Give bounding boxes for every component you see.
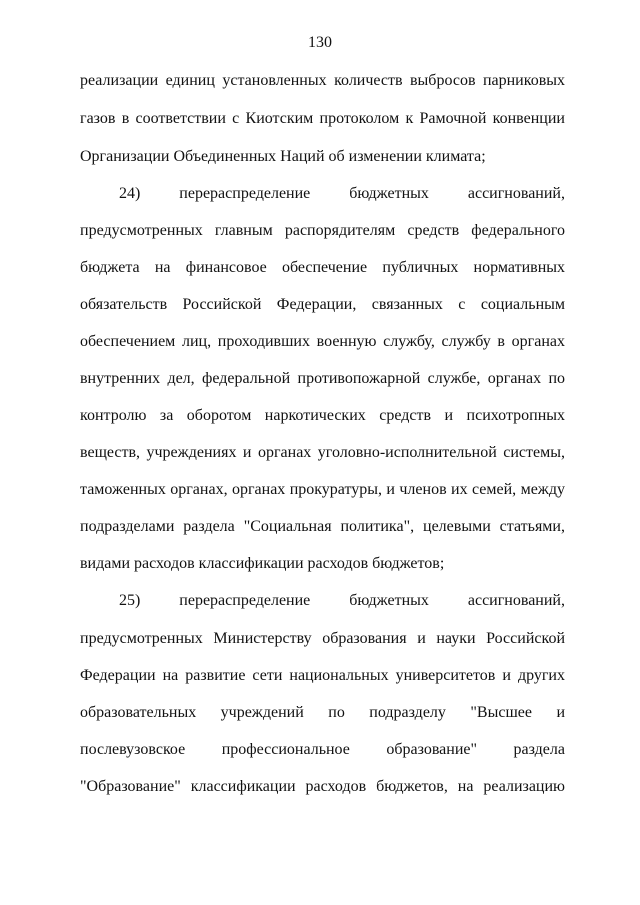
text-line: предусмотренных главным распорядителям средств федерального [80,222,565,239]
text-line: послевузовское профессиональное образование" раздела [80,741,565,758]
text-line: таможенных органах, органах прокуратуры, и членов их семей, между [80,481,565,498]
text-line: реализации единиц установленных количеств выбросов парниковых [80,72,565,89]
page-number: 130 [308,34,332,51]
text-line: Федерации на развитие сети национальных университетов и других [80,667,565,684]
text-line: образовательных учреждений по подразделу "Высшее и [80,704,565,721]
text-line: предусмотренных Министерству образования и науки Российской [80,630,565,647]
text-line: Организации Объединенных Наций об изменении климата; [80,148,486,165]
text-line: подразделами раздела "Социальная политика", целевыми статьями, [80,518,565,535]
text-line: внутренних дел, федеральной противопожарной службе, органах по [80,370,565,387]
text-line: контролю за оборотом наркотических средств и психотропных [80,407,565,424]
text-line: обязательств Российской Федерации, связанных с социальным [80,296,565,313]
text-line: "Образование" классификации расходов бюджетов, на реализацию [80,778,565,795]
text-line: бюджета на финансовое обеспечение публичных нормативных [80,259,565,276]
text-line: 25) перераспределение бюджетных ассигнований, [119,592,565,609]
text-line: видами расходов классификации расходов бюджетов; [80,555,445,572]
text-line: газов в соответствии с Киотским протоколом к Рамочной конвенции [80,110,565,127]
text-line: 24) перераспределение бюджетных ассигнований, [119,185,565,202]
text-line: обеспечением лиц, проходивших военную службу, службу в органах [80,333,565,350]
text-line: веществ, учреждениях и органах уголовно-исполнительной системы, [80,444,565,461]
